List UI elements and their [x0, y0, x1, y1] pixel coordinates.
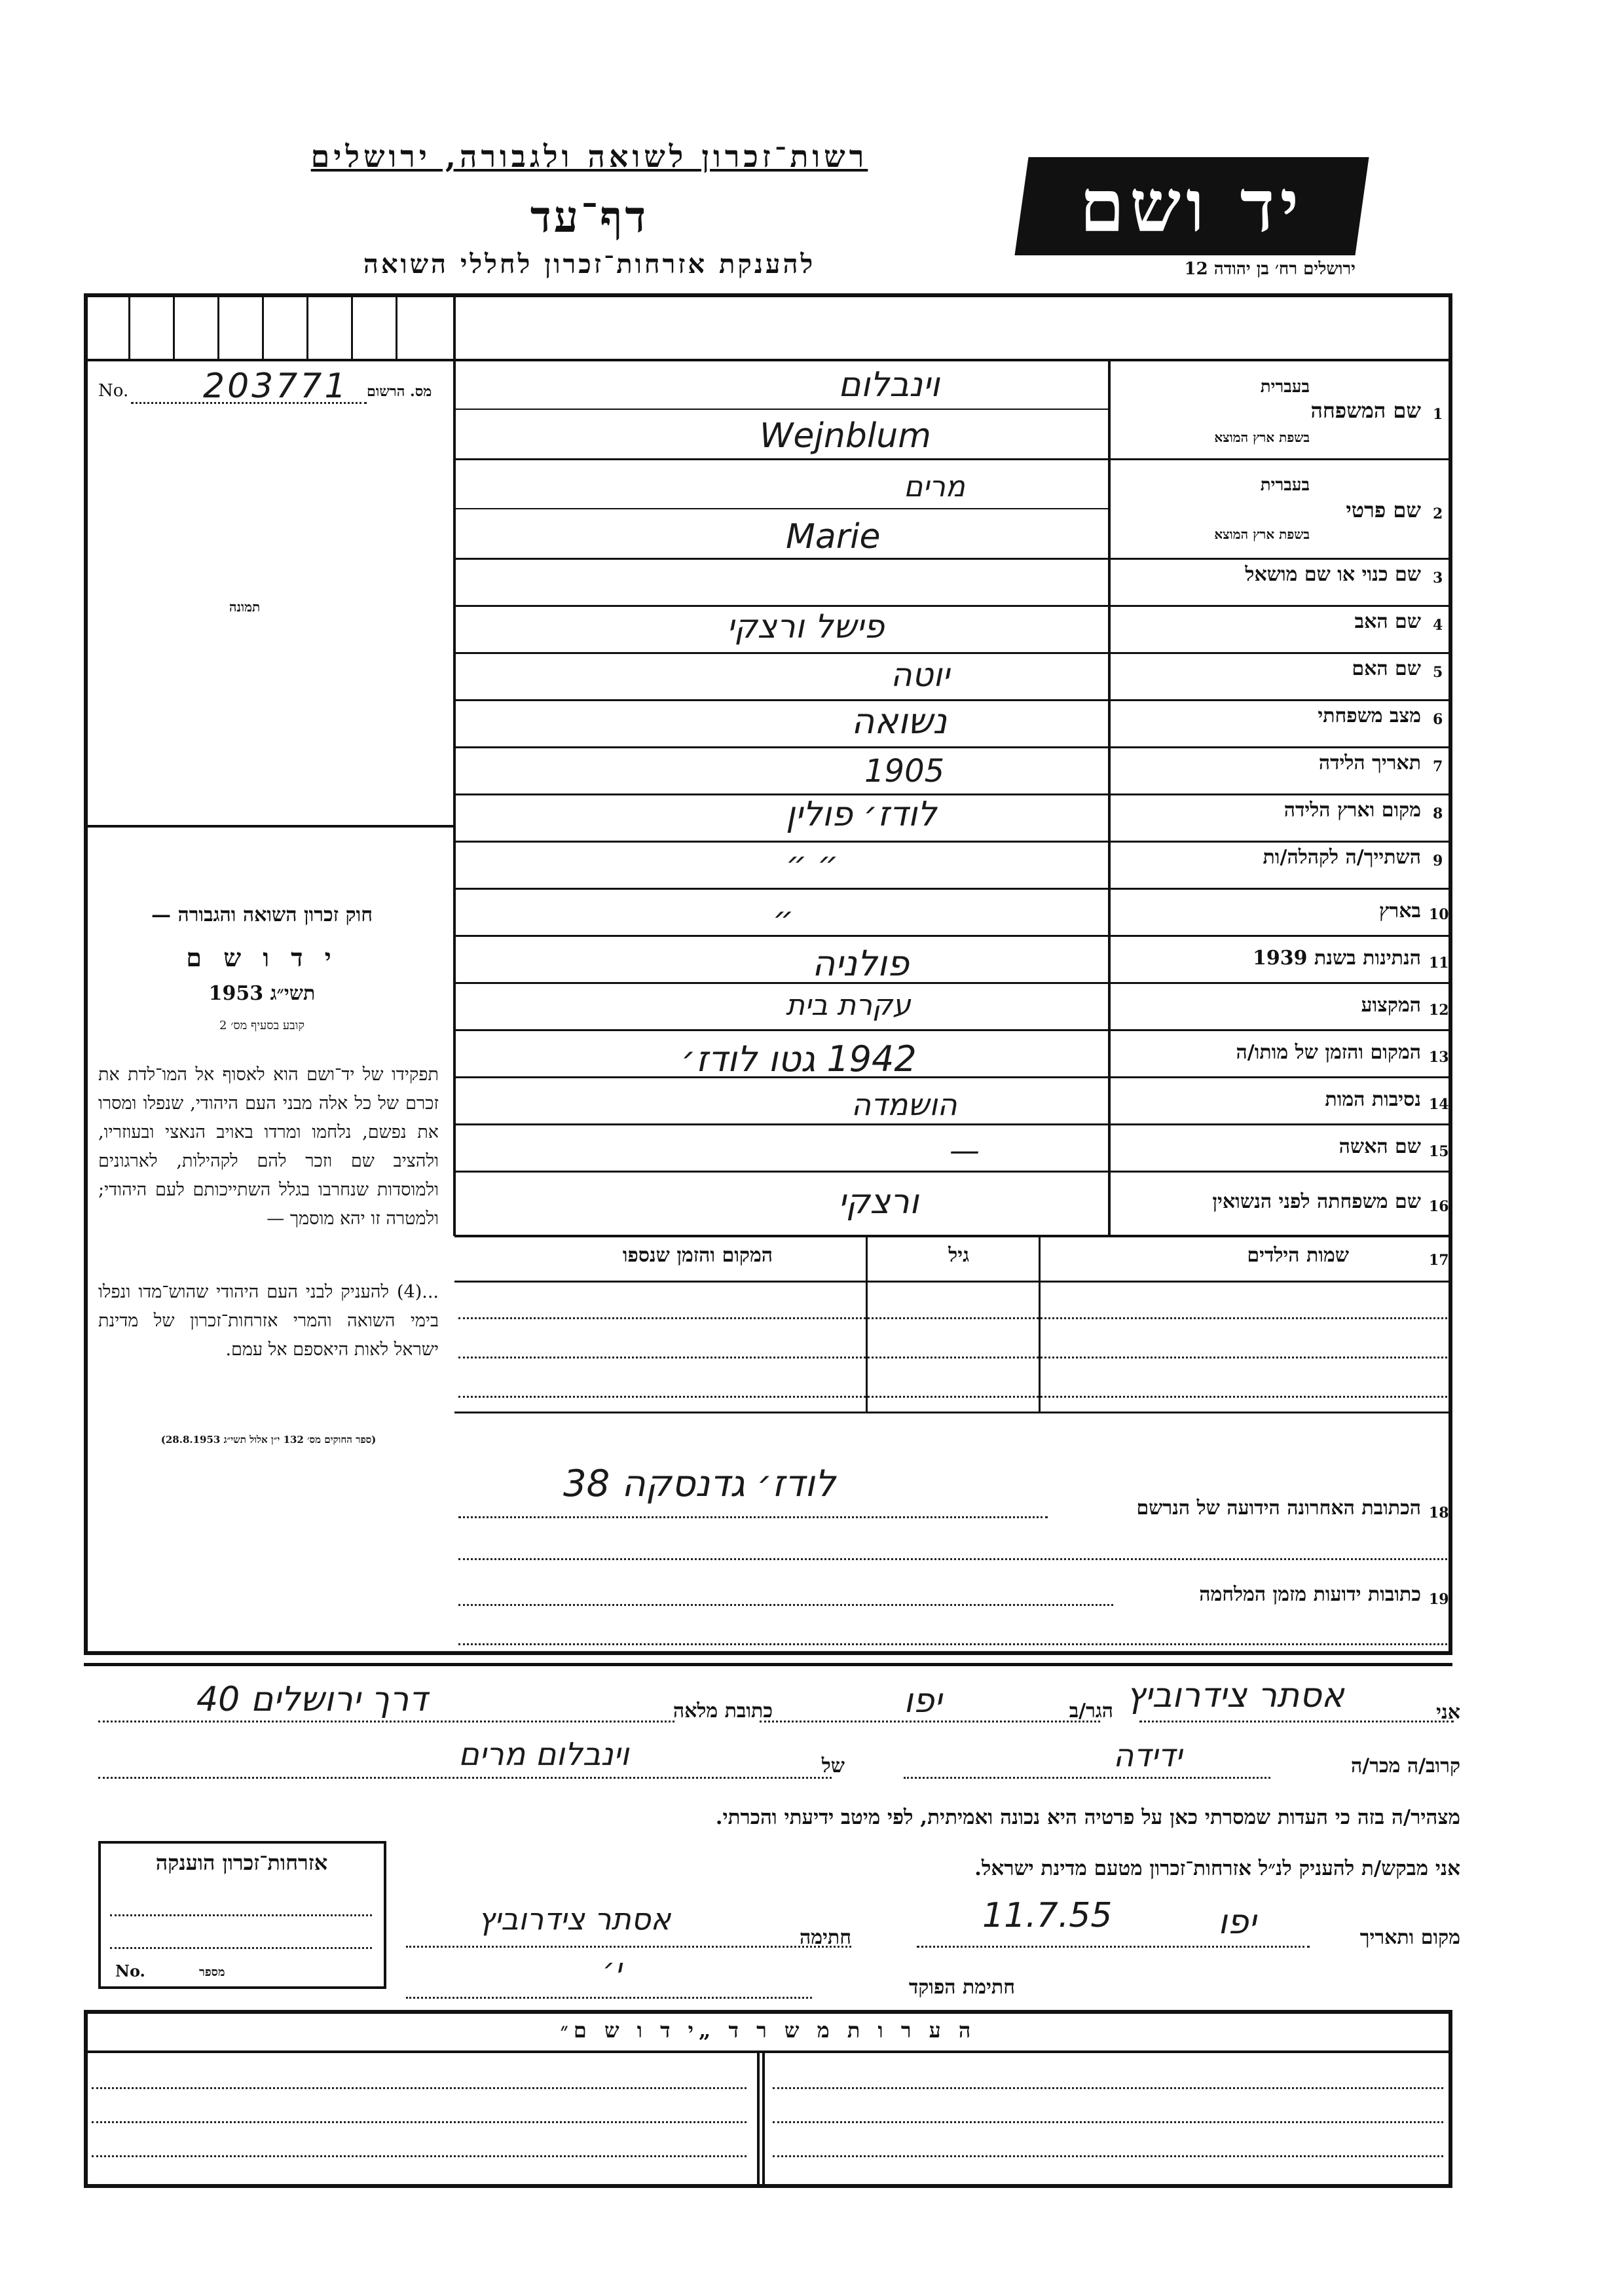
field-9-value: ״ ״	[786, 845, 839, 883]
field-6-value: נשואה	[851, 701, 947, 742]
field-1-sub-origin: בשפת ארץ המוצא	[1214, 429, 1310, 445]
photo-label: תמונה	[229, 599, 261, 615]
field-1-sub-hebrew: בעברית	[1260, 377, 1310, 397]
field-1-value-hebrew: וינבלום	[838, 365, 940, 405]
field-12-value: עקרת בית	[786, 989, 911, 1022]
law-name: י ד ו ש ם	[186, 943, 338, 972]
registry-no-label: No.	[98, 381, 129, 401]
field-14-value: הושמדה	[851, 1087, 957, 1122]
yad-vashem-logo	[1014, 157, 1369, 255]
field-10-label: בארץ	[1378, 900, 1421, 922]
field-4-label: שם האב	[1354, 610, 1421, 633]
field-5-label: שם האם	[1352, 657, 1421, 680]
children-col-names: שמות הילדים	[1247, 1244, 1349, 1267]
law-text-1: תפקידו של יד־ושם הוא לאסוף אל המו־לדת את זכרם של כל אלה מבני העם היהודי, שנפלו ומסרו את נפשם, נלחמו ומרדו באויב הנאצי ובעוזריו, ולהציב שם וזכר להם לקהילות, לארגונים ולמוסדות שנחרבו בגלל השתייכותם לעם היהודי; ולמטרה זו יהא מוסמך —	[98, 1065, 439, 1229]
law-title: חוק זכרון השואה והגבורה —	[151, 903, 373, 926]
field-11-value: פולניה	[812, 943, 910, 984]
field-15-label: שם האשה	[1338, 1135, 1421, 1158]
decl-of-label: של	[821, 1755, 845, 1777]
children-col-place: המקום והזמן שנספו	[622, 1244, 773, 1267]
decl-date-value: 11.7.55	[982, 1896, 1113, 1935]
field-14-label: נסיבות המות	[1325, 1088, 1421, 1111]
form-title: דף־עד	[530, 191, 649, 242]
decl-statement-1: מצהיר/ה בזה כי העדות שמסרתי כאן על פרטיה היא נכונה ואמיתית, לפי מיטב ידיעתי והכרתי.	[715, 1806, 1460, 1829]
decl-residing-value: יפו	[904, 1681, 942, 1721]
law-text-2: ...(4) להעניק לבני העם היהודי שהוש־מדו ונפלו בימי השואה והמרי אזרחות־זכרון של מדינת ישראל לאות היאספם אל עמם.	[98, 1282, 439, 1360]
law-section: קובע בסעיף מס׳ 2	[219, 1019, 304, 1032]
decl-signature-label: חתימה	[800, 1926, 851, 1949]
form-subtitle: להענקת אזרחות־זכרון לחללי השואה	[363, 249, 816, 280]
decl-i-label: אני	[1436, 1701, 1460, 1724]
children-col-age: גיל	[948, 1244, 969, 1267]
decl-place-date-label: מקום ותאריך	[1359, 1926, 1460, 1949]
field-12-label: המקצוע	[1361, 994, 1421, 1017]
decl-officer-label: חתימת הפוקד	[908, 1976, 1015, 1999]
field-8-value: לודז׳ פולין	[786, 795, 937, 834]
field-2-value-hebrew: מרים	[904, 470, 965, 503]
field-6-label: מצב משפחתי	[1318, 704, 1421, 727]
field-11-label: הנתינות בשנת 1939	[1252, 947, 1421, 970]
field-16-label: שם משפחתה לפני הנשואין	[1212, 1190, 1421, 1213]
field-5-value: יוטה	[891, 656, 950, 694]
field-10-value: ״	[773, 900, 794, 938]
citizenship-box	[98, 1841, 386, 1989]
field-18-label: הכתובת האחרונה הידועה של הנרשם	[1136, 1497, 1421, 1520]
decl-officer-value: י׳	[602, 1951, 622, 1986]
law-source: (ספר החוקים מס׳ 132 י״ן אלול תשי״ג 28.8.1953)	[160, 1434, 377, 1446]
field-7-value: 1905	[864, 753, 945, 790]
citizenship-box-title: אזרחות־זכרון הוענקה	[155, 1850, 328, 1875]
field-3-label: שם כנוי או שם מושאל	[1245, 563, 1421, 586]
form-frame	[84, 293, 1452, 1655]
field-19-label: כתובות ידועות מזמן המלחמה	[1199, 1583, 1421, 1606]
law-year: תשי״ג 1953	[208, 982, 316, 1005]
decl-of-value: וינבלום מרים	[458, 1736, 629, 1773]
decl-i-value: אסתר צידרוביץ	[1126, 1676, 1344, 1715]
field-2-sub-hebrew: בעברית	[1260, 475, 1310, 495]
decl-full-address-value: דרך ירושלים 40	[196, 1680, 428, 1719]
field-1-label: שם המשפחה	[1310, 398, 1421, 423]
decl-relative-value: ידידה	[1113, 1738, 1183, 1774]
decl-relative-label: קרוב/ה מכר/ה	[1351, 1755, 1460, 1777]
office-notes-title: ה ע ר ו ת מ ש ר ד „י ד ו ש ם״	[560, 2018, 976, 2043]
field-9-label: השתייך/ה לקהלה/ות	[1263, 846, 1421, 869]
field-2-value-origin: Marie	[786, 517, 881, 556]
field-16-value: ורצקי	[838, 1182, 919, 1222]
logo-address: ירושלים רח׳ בן יהודה 12	[1184, 259, 1356, 279]
field-7-label: תאריך הלידה	[1318, 752, 1421, 774]
field-18-value: לודז׳ גדנסקה 38	[563, 1463, 836, 1505]
field-13-value: 1942 גטו לודז׳	[681, 1038, 917, 1080]
field-13-label: המקום והזמן של מותו/ה	[1236, 1041, 1421, 1064]
decl-full-address-label: כתובת מלאה	[673, 1700, 773, 1722]
registry-no-value: 203771	[203, 367, 349, 406]
decl-place-value: יפו	[1218, 1903, 1257, 1942]
field-15-value: —	[950, 1133, 980, 1168]
decl-residing-label: הגר/ב	[1069, 1700, 1113, 1722]
field-2-sub-origin: בשפת ארץ המוצא	[1214, 526, 1310, 542]
field-8-label: מקום וארץ הלידה	[1283, 799, 1421, 822]
logo-text: יד ושם	[1079, 164, 1304, 248]
field-1-value-origin: Wejnblum	[760, 416, 931, 456]
decl-statement-2: אני מבקש/ת להעניק לנ״ל אזרחות־זכרון מטעם מדינת ישראל.	[974, 1857, 1460, 1880]
decl-signature-value: אסתר צידרוביץ	[478, 1901, 671, 1937]
field-4-value: פישל ורצקי	[727, 608, 885, 646]
authority-title: רשות־זכרון לשואה ולגבורה, ירושלים	[310, 139, 868, 174]
citizenship-box-no-label: No.	[115, 1961, 145, 1980]
citizenship-box-number-label: מספר	[199, 1965, 225, 1979]
field-2-label: שם פרטי	[1346, 498, 1421, 522]
registry-no-hebrew-label: מס. הרשום	[367, 383, 432, 400]
